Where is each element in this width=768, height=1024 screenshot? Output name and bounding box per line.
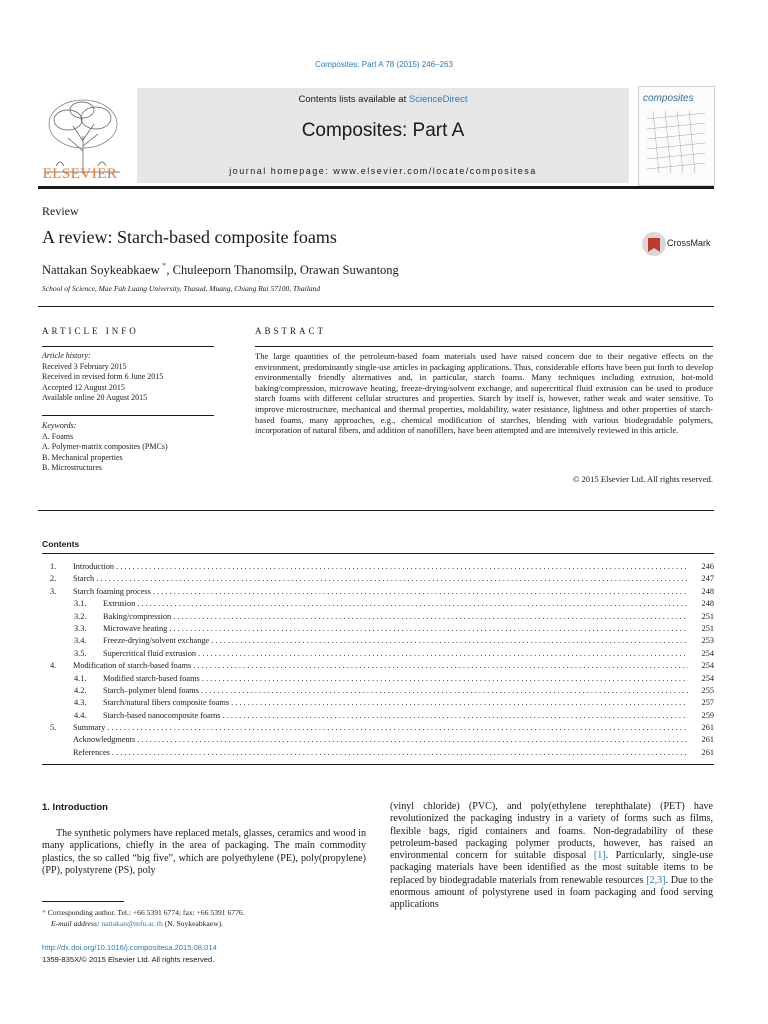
toc-entry[interactable] (42, 685, 714, 697)
intro-text: . Particularly, single-use packaging materials have been identified as the most suitable items to be replaced by biodegradable materials from renewable resources (390, 850, 713, 886)
intro-text: (vinyl chloride) (PVC), and poly(ethylene terephthalate) (PET) have revolutionized the packaging industry in a variety of forms such as films, flexible bags, rigid containers and foams. Non-degradability of these petroleum-based packaging polymer products, however, has raised an environmental concern for suitable disposal (390, 801, 713, 862)
toc-entry-number: 4.2. (74, 685, 87, 695)
corresponding-author-footnote (42, 907, 366, 929)
cover-artwork (645, 109, 707, 175)
toc-entry-number: 4.3. (74, 698, 87, 708)
toc-entry-page: 255 (701, 685, 714, 695)
abstract-heading: ABSTRACT (255, 326, 327, 336)
toc-entry-page: 254 (701, 673, 714, 683)
toc-entry-page: 261 (701, 747, 714, 757)
toc-entry-number: 4.4. (74, 710, 87, 720)
toc-entry-title[interactable]: Starch–polymer blend foams . . . (103, 685, 688, 697)
toc-entry-title[interactable]: Freeze-drying/solvent exchange . . . (103, 635, 688, 647)
section-rule (38, 510, 714, 511)
toc-entry-title[interactable]: References . . . (73, 747, 688, 759)
keyword-item: B. Microstructures (42, 463, 102, 472)
toc-entry-title[interactable]: Baking/compression . . . (103, 611, 688, 623)
keywords-label: Keywords: (42, 421, 77, 430)
abstract-copyright: © 2015 Elsevier Ltd. All rights reserved. (572, 474, 713, 484)
abstract-text: The large quantities of the petroleum-based foam materials used have raised concern due to their negative effects on the environment, predominantly single-use articles in packaging applications. Thus, considerable efforts have been put forth to develop environmentally friendly alternatives and, in particular, starch foams. Many techniques including extrusion, hot-mold baking/compression, microwave heating, freeze-drying/solvent exchange, and supercritical fluid extrusion can be used to produce starch foams with different cellular structures and properties. Starch by itself is, however, rather weak and water sensitive. To improve microstructure, mechanical and thermal properties, moldability, water resistance, lightness and other properties of starch-based foams, many approaches, e.g., chemical modification of starches, blending with various biodegradable polymers, incorporation of natural fibers, and addition of nanofillers, have been attempted and are intensively reviewed in this article. (255, 351, 713, 436)
intro-paragraph-left: The synthetic polymers have replaced metals, glasses, ceramics and wood in many applications, chiefly in the area of packaging. The main commodity plastics, the so called “big five”, which are polyethylene (PE), poly(propylene) (PP), polystyrene (PS), poly (42, 828, 366, 876)
journal-title: Composites: Part A (301, 120, 465, 141)
keywords (42, 421, 214, 474)
toc-entry[interactable] (42, 734, 714, 746)
keywords-rule (42, 415, 214, 416)
toc-entry-page: 254 (701, 648, 714, 658)
author-name-link[interactable]: Nattakan Soykeabkaew (42, 263, 160, 278)
issn-copyright: 1359-835X/© 2015 Elsevier Ltd. All rights reserved. (42, 955, 215, 964)
toc-entry-page: 259 (701, 710, 714, 720)
history-item: Received in revised form 6 June 2015 (42, 372, 164, 381)
toc-entry-number: 3.3. (74, 623, 87, 633)
toc-entry-page: 251 (701, 623, 714, 633)
toc-entry-title[interactable]: Starch/natural fibers composite foams . . . (103, 697, 688, 709)
history-item: Available online 20 August 2015 (42, 393, 148, 402)
toc-entry-title[interactable]: Extrusion . . . (103, 598, 688, 610)
contents-heading: Contents (42, 539, 80, 549)
history-item: Received 3 February 2015 (42, 361, 127, 371)
toc-entry-title[interactable]: Supercritical fluid extrusion . . . (103, 648, 688, 660)
article-info-rule (42, 346, 214, 347)
abstract-rule (255, 346, 713, 347)
keyword-item: B. Mechanical properties (42, 452, 123, 462)
citation-link[interactable]: [2,3] (646, 874, 666, 886)
toc-entry-page: 248 (701, 586, 714, 596)
elsevier-wordmark: ELSEVIER (42, 166, 118, 182)
author-list (42, 261, 399, 278)
toc-entry-title[interactable]: Starch . . . (73, 573, 688, 585)
email-label: E-mail address: (51, 919, 102, 928)
keyword-item: A. Foams (42, 431, 74, 441)
toc-entry-title[interactable]: Introduction . . . (73, 561, 688, 573)
toc-entry-title[interactable]: Modified starch-based foams . . . (103, 673, 688, 685)
contents-end-rule (42, 764, 714, 765)
doi-link[interactable]: http://dx.doi.org/10.1016/j.compositesa.2015.08.014 (42, 943, 217, 952)
table-of-contents (42, 561, 714, 759)
toc-entry-number: 5. (50, 723, 57, 733)
journal-homepage-link[interactable]: journal homepage: www.elsevier.com/locate/compositesa (229, 166, 537, 176)
history-label: Article history: (42, 351, 91, 360)
toc-entry-number: 3. (50, 586, 57, 596)
footnote-mark: * (42, 908, 46, 917)
article-type: Review (42, 204, 79, 218)
toc-entry-page: 246 (701, 562, 714, 571)
toc-entry[interactable] (42, 561, 714, 573)
toc-entry[interactable] (42, 611, 714, 623)
crossmark-label[interactable]: CrossMark (667, 238, 711, 248)
article-history (42, 351, 214, 404)
toc-entry-number: 3.2. (74, 611, 87, 621)
toc-entry[interactable] (42, 747, 714, 759)
toc-entry-title[interactable]: Starch-based nanocomposite foams . . . (103, 710, 688, 722)
toc-entry[interactable] (42, 660, 714, 672)
history-item: Accepted 12 August 2015 (42, 382, 125, 392)
toc-entry[interactable] (42, 697, 714, 709)
toc-entry-number: 4.1. (74, 673, 87, 683)
toc-entry-page: 261 (701, 735, 714, 745)
toc-entry[interactable] (42, 710, 714, 722)
contents-rule (42, 553, 714, 554)
toc-entry[interactable] (42, 648, 714, 660)
toc-entry-number: 4. (50, 661, 57, 671)
toc-entry[interactable] (42, 722, 714, 734)
toc-entry[interactable] (42, 573, 714, 585)
toc-entry-number: 3.4. (74, 636, 87, 646)
toc-entry[interactable] (42, 673, 714, 685)
corresponding-author-mark[interactable]: * (161, 261, 167, 271)
toc-entry-number: 3.5. (74, 648, 87, 658)
toc-entry[interactable] (42, 623, 714, 635)
article-info-heading: ARTICLE INFO (42, 326, 139, 336)
cover-title: composites (643, 93, 694, 104)
contents-available-line (137, 94, 629, 105)
toc-entry-page: 254 (701, 661, 714, 671)
toc-entry[interactable] (42, 586, 714, 598)
intro-text: . Due to the enormous amount of polystyrene used in foam packaging and food serving applications (390, 874, 713, 911)
contents-prefix: Contents lists available at (298, 94, 409, 105)
section-heading-introduction: 1. Introduction (42, 802, 108, 813)
toc-entry-title[interactable]: Acknowledgments . . . (73, 734, 688, 746)
email-suffix: (N. Soykeabkaew). (162, 919, 224, 928)
email-link[interactable]: nattakan@mfu.ac.th (101, 919, 163, 928)
sciencedirect-link[interactable]: ScienceDirect (408, 94, 468, 105)
toc-entry-page: 261 (701, 723, 714, 733)
other-authors: , Chuleeporn Thanomsilp, Orawan Suwantong (166, 263, 399, 278)
keyword-item: A. Polymer-matrix composites (PMCs) (42, 442, 168, 451)
section-rule (38, 306, 714, 307)
intro-paragraph-right (390, 801, 713, 912)
toc-entry-title[interactable]: Summary . . . (73, 722, 688, 734)
toc-entry-page: 257 (701, 698, 714, 708)
toc-entry-page: 253 (701, 636, 714, 646)
toc-entry-page: 251 (701, 611, 714, 621)
citation-link[interactable]: [1] (593, 850, 606, 862)
journal-cover-thumbnail[interactable] (638, 86, 715, 186)
toc-entry-title[interactable]: Microwave heating . . . (103, 623, 688, 635)
toc-entry-title[interactable]: Starch foaming process . . . (73, 586, 688, 598)
affiliation: School of Science, Mae Fah Luang University, Thasud, Muang, Chiang Rai 57100, Thailand (42, 284, 321, 293)
toc-entry[interactable] (42, 635, 714, 647)
toc-entry-number: 2. (50, 574, 57, 584)
footnote-rule (42, 901, 124, 902)
journal-citation-link[interactable]: Composites: Part A 78 (2015) 246–263 (315, 60, 453, 69)
toc-entry[interactable] (42, 598, 714, 610)
toc-entry-number: 1. (50, 562, 57, 571)
toc-entry-page: 247 (701, 574, 714, 584)
toc-entry-number: 3.1. (74, 599, 87, 609)
toc-entry-title[interactable]: Modification of starch-based foams . . . (73, 660, 688, 672)
header-rule (38, 186, 714, 189)
toc-entry-page: 248 (701, 599, 714, 609)
footnote-text: Corresponding author. Tel.: +66 5391 6774; fax: +66 5391 6776. (45, 908, 245, 917)
article-title: A review: Starch-based composite foams (42, 227, 337, 247)
